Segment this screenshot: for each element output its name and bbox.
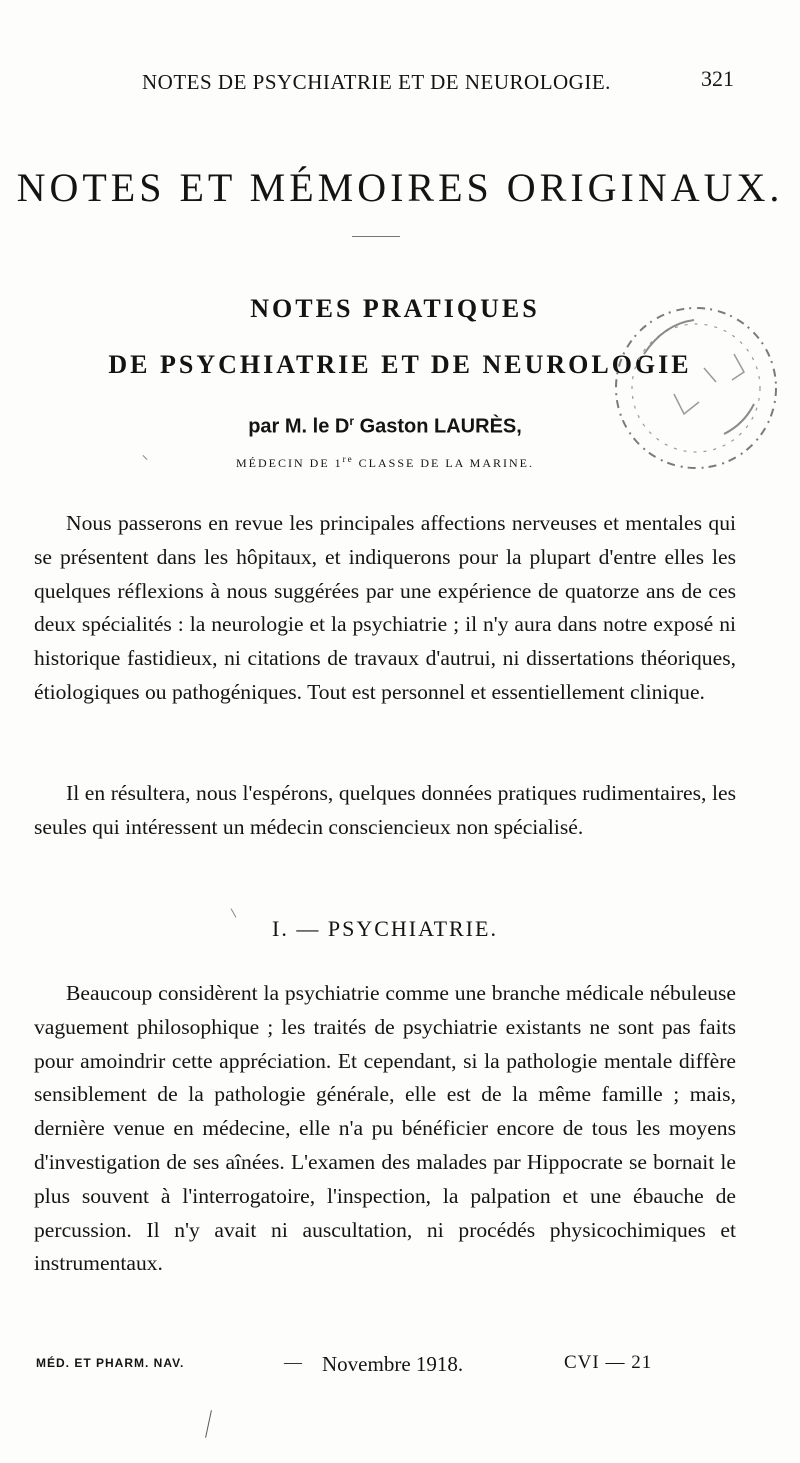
paragraph-text: Il en résultera, nous l'espérons, quelques données pratiques rudimentaires, les seules qui intéressent un médecin consciencieux non spécialisé. — [34, 781, 736, 839]
pencil-mark — [205, 1410, 212, 1438]
library-stamp-icon — [604, 284, 782, 504]
footer-journal: MÉD. ET PHARM. NAV. — [36, 1356, 185, 1370]
intro-paragraph-2 — [34, 777, 736, 845]
article-title-line-2: DE PSYCHIATRIE ET DE NEUROLOGIE — [108, 350, 692, 379]
affiliation-sup: re — [342, 454, 354, 464]
intro-paragraph-1 — [34, 507, 736, 710]
article-title-line-1: NOTES PRATIQUES — [250, 294, 540, 323]
byline-sup: r — [349, 414, 354, 428]
running-head — [40, 64, 740, 104]
paragraph-text: Nous passerons en revue les principales affections nerveuses et mentales qui se présentent dans les hôpitaux, et indiquerons pour la plupart d'entre elles les quelques réflexions à nous suggérées par une expérience de quatorze ans de ces deux spécialités : la neurologie et la psychiatrie ; il n'y aura dans notre exposé ni historique fastidieux, ni citations de travaux d'autrui, ni dissertations théoriques, étiologiques ou pathogéniques. Tout est personnel et essentiellement clinique. — [34, 511, 736, 704]
section-heading: NOTES ET MÉMOIRES ORIGINAUX. — [16, 165, 784, 210]
byline-prefix: par M. le D — [248, 415, 350, 438]
page-number: 321 — [701, 66, 734, 91]
footer-dash: — — [284, 1352, 302, 1372]
divider — [352, 236, 400, 237]
affiliation-suffix: CLASSE DE LA MARINE. — [358, 456, 534, 470]
running-title: NOTES DE PSYCHIATRIE ET DE NEUROLOGIE. — [142, 70, 611, 94]
page-footer — [36, 1352, 726, 1382]
footer-date: Novembre 1918. — [322, 1352, 464, 1376]
part-heading: I. — PSYCHIATRIE. — [272, 916, 498, 941]
stamp-graphic — [604, 284, 782, 504]
affiliation-prefix: MÉDECIN DE 1 — [235, 456, 343, 470]
footer-signature: CVI — 21 — [564, 1352, 653, 1373]
psychiatry-paragraph — [34, 977, 736, 1281]
author-name: Gaston LAURÈS, — [359, 415, 522, 438]
paragraph-text: Beaucoup considèrent la psychiatrie comme une branche médicale nébuleuse vaguement philosophique ; les traités de psychiatrie existants ne sont pas faits pour amoindrir cette appréciation. Et cependant, si la pathologie mentale diffère sensiblement de la pathologie générale, elle est de la même famille ; mais, dernière venue en médecine, elle n'a pu bénéficier encore de tous les moyens d'investigation de ses aînées. L'examen des malades par Hippocrate se bornait le plus souvent à l'interrogatoire, l'inspection, la palpation et une ébauche de percussion. Il n'y avait ni auscultation, ni procédés physicochimiques et instrumentaux. — [34, 981, 736, 1276]
